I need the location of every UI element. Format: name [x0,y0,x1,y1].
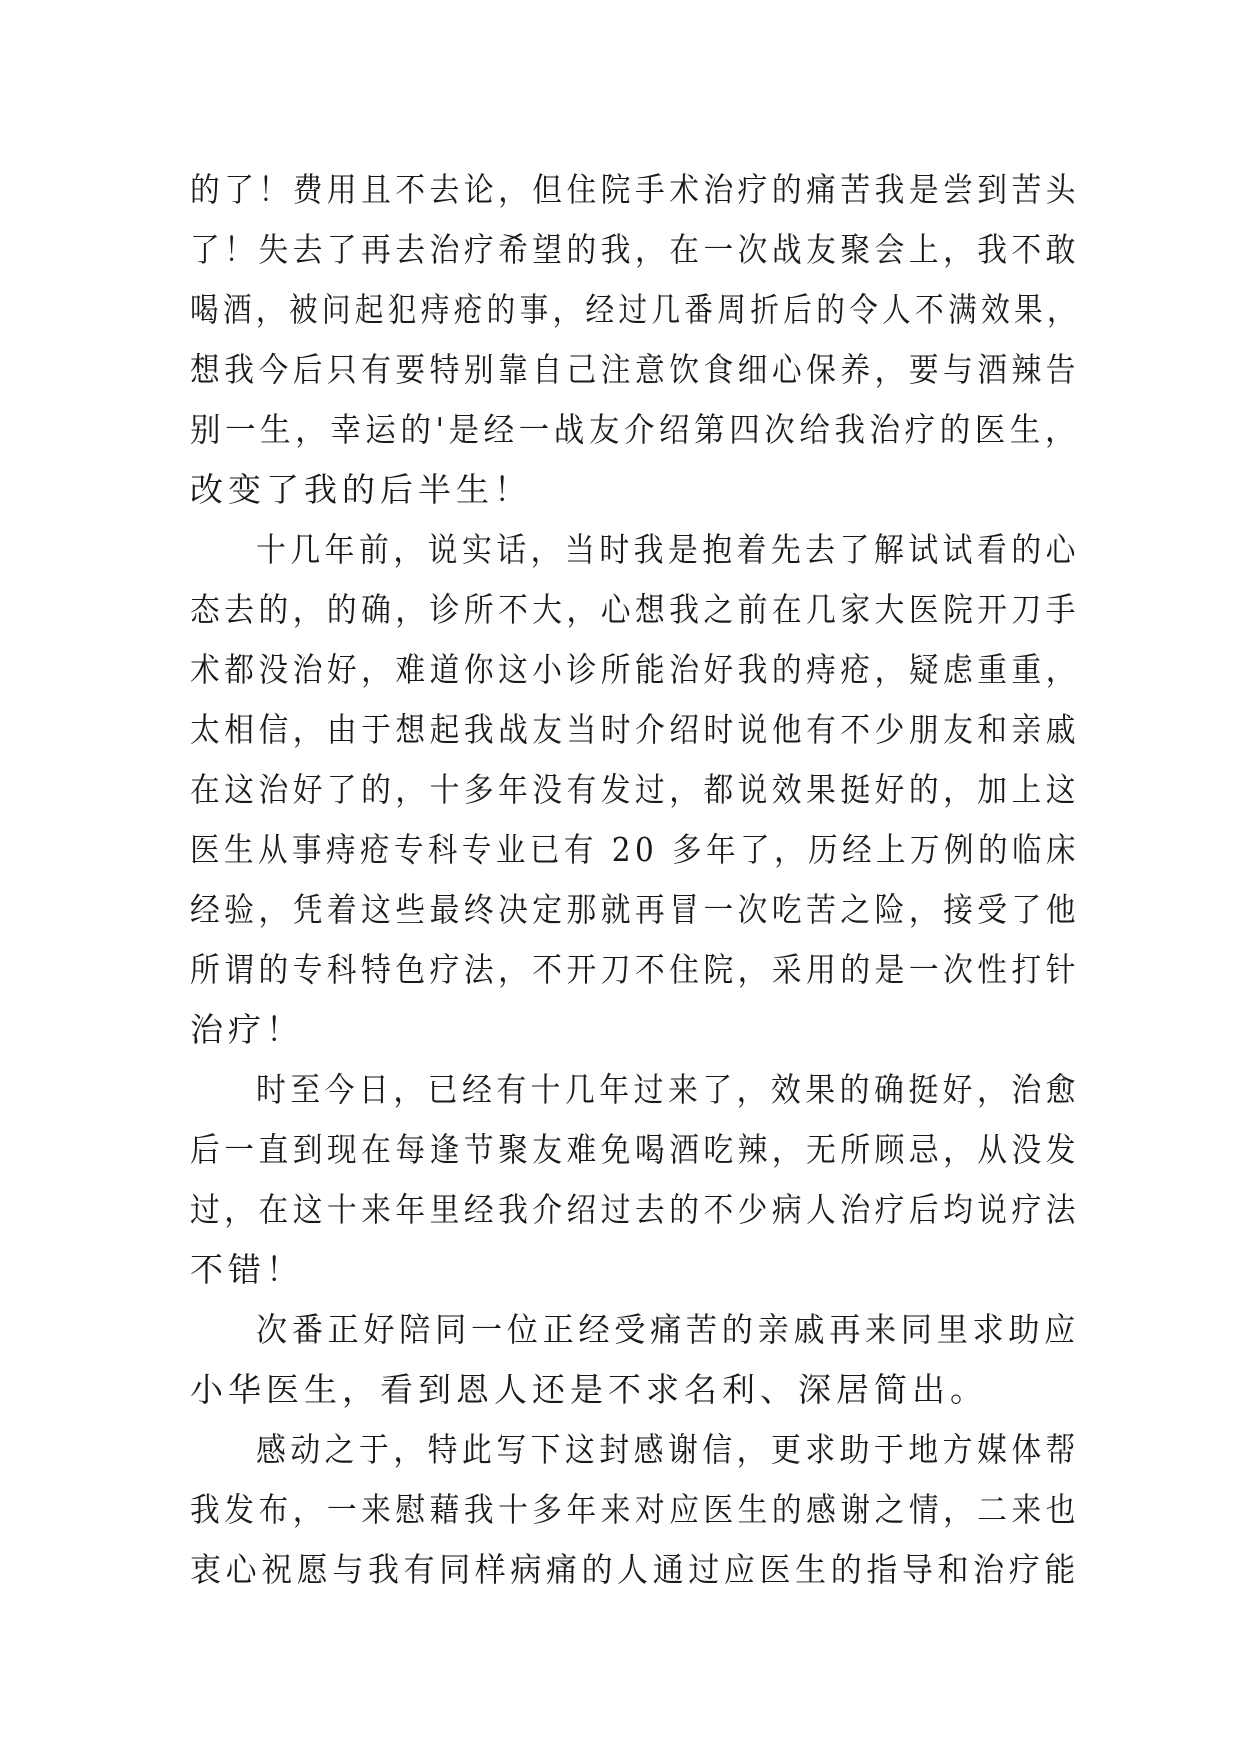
paragraph-5-line-1: 感动之于，特此写下这封感谢信，更求助于地方媒体帮 [256,1430,1080,1469]
paragraph-2-line-8: 所谓的专科特色疗法，不开刀不住院，采用的是一次性打针 [190,950,1080,989]
paragraph-1-line-6: 改变了我的后半生！ [190,470,532,509]
paragraph-5-line-3: 衷心祝愿与我有同样病痛的人通过应医生的指导和治疗能 [190,1550,1080,1589]
letter-body [190,160,1081,1600]
paragraph-1-line-2: 了！失去了再去治疗希望的我，在一次战友聚会上，我不敢 [190,230,1080,269]
paragraph-2-line-9: 治疗！ [190,1010,304,1049]
paragraph-1-line-4: 想我今后只有要特别靠自己注意饮食细心保养，要与酒辣告 [190,350,1080,389]
paragraph-1-line-3: 喝酒，被问起犯痔疮的事，经过几番周折后的令人不满效果， [190,290,1080,329]
paragraph-2-line-7: 经验，凭着这些最终决定那就再冒一次吃苦之险，接受了他 [190,890,1080,929]
paragraph-3-line-4: 不错！ [190,1250,304,1289]
paragraph-3-line-1: 时至今日，已经有十几年过来了，效果的确挺好，治愈 [256,1070,1080,1109]
paragraph-4-line-2: 小华医生，看到恩人还是不求名利、深居简出。 [190,1370,988,1409]
paragraph-3-line-3: 过，在这十来年里经我介绍过去的不少病人治疗后均说疗法 [190,1190,1080,1229]
paragraph-2-line-1: 十几年前，说实话，当时我是抱着先去了解试试看的心 [256,530,1080,569]
paragraph-3-line-2: 后一直到现在每逢节聚友难免喝酒吃辣，无所顾忌，从没发 [190,1130,1080,1169]
paragraph-1-line-1: 的了！费用且不去论，但住院手术治疗的痛苦我是尝到苦头 [190,170,1080,209]
paragraph-1-line-5: 别一生，幸运的'是经一战友介绍第四次给我治疗的医生， [190,410,1081,449]
paragraph-2-line-5: 在这治好了的，十多年没有发过，都说效果挺好的，加上这 [190,770,1080,809]
paragraph-2-line-2: 态去的，的确，诊所不大，心想我之前在几家大医院开刀手 [190,590,1080,629]
paragraph-5-line-2: 我发布，一来慰藉我十多年来对应医生的感谢之情，二来也 [190,1490,1080,1529]
paragraph-2-line-6: 医生从事痔疮专科专业已有 20 多年了，历经上万例的临床 [190,830,1081,869]
paragraph-2-line-3: 术都没治好，难道你这小诊所能治好我的痔疮，疑虑重重， [190,650,1080,689]
paragraph-4-line-1: 次番正好陪同一位正经受痛苦的亲戚再来同里求助应 [256,1310,1081,1349]
paragraph-2-line-4: 太相信，由于想起我战友当时介绍时说他有不少朋友和亲戚 [190,710,1080,749]
